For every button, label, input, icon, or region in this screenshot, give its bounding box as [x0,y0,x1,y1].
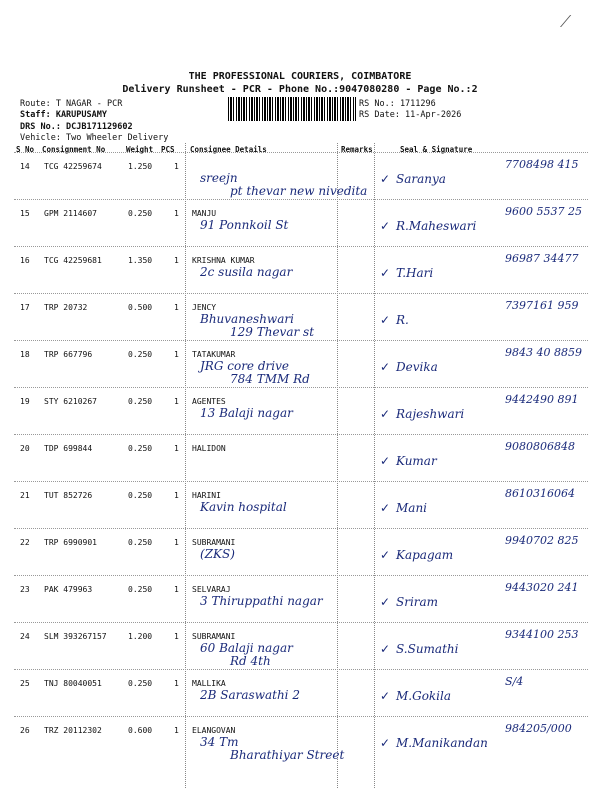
row-consignee: HALIDON [192,444,226,453]
row-weight: 0.250 [128,491,153,500]
row-address-handwritten: 34 Tm [200,735,239,749]
row-weight: 0.250 [128,350,153,359]
row-consignee: KRISHNA KUMAR [192,256,255,265]
row-consignment-no: TCG 42259681 [44,256,102,265]
row-phone: 8610316064 [505,487,575,500]
row-consignment-no: PAK 479963 [44,585,93,594]
row-consignee: AGENTES [192,397,226,406]
row-pcs: 1 [174,538,179,547]
checkmark-icon: ✓ [380,407,391,421]
row-pcs: 1 [174,444,179,453]
row-divider [14,669,588,670]
vehicle-label: Vehicle: Two Wheeler Delivery [20,133,169,143]
staff-label: Staff: KARUPUSAMY [20,110,107,120]
fold-mark-icon: ⟋ [560,12,572,31]
checkmark-icon: ✓ [380,313,391,327]
row-signature: Saranya [396,172,446,186]
checkmark-icon: ✓ [380,360,391,374]
row-signature: Mani [396,501,428,515]
row-divider [14,528,588,529]
row-divider [14,716,588,717]
company-title: THE PROFESSIONAL COURIERS, COIMBATORE [188,71,412,82]
row-sno: 18 [20,350,30,359]
row-signature: Kapagam [396,548,454,562]
row-pcs: 1 [174,491,179,500]
row-pcs: 1 [174,303,179,312]
row-weight: 1.350 [128,256,153,265]
row-address-handwritten: 3 Thiruppathi nagar [200,594,323,608]
row-address-handwritten: Bhuvaneshwari [200,312,294,326]
checkmark-icon: ✓ [380,172,391,186]
col-sno: S No [16,145,35,154]
row-signature: M.Manikandan [396,736,488,750]
col-pcs: PCS [161,145,175,154]
row-weight: 0.250 [128,397,153,406]
row-consignee: MANJU [192,209,217,218]
row-address-handwritten: 2B Saraswathi 2 [200,688,300,702]
route-label: Route: T NAGAR - PCR [20,99,123,109]
row-weight: 0.250 [128,444,153,453]
row-pcs: 1 [174,162,179,171]
row-pcs: 1 [174,726,179,735]
row-pcs: 1 [174,397,179,406]
row-consignment-no: TRZ 20112302 [44,726,102,735]
row-sno: 15 [20,209,30,218]
row-phone: 9600 5537 25 [505,205,582,218]
row-sno: 24 [20,632,30,641]
row-weight: 0.250 [128,209,153,218]
row-signature: S.Sumathi [396,642,459,656]
row-divider [14,575,588,576]
col-consignment: Consignment No [42,145,106,154]
row-consignee: ELANGOVAN [192,726,236,735]
col-divider [337,143,338,788]
row-sno: 16 [20,256,30,265]
row-address-handwritten: Kavin hospital [200,500,287,514]
col-remarks: Remarks [341,145,373,154]
row-sno: 14 [20,162,30,171]
row-sno: 22 [20,538,30,547]
row-weight: 1.250 [128,162,153,171]
row-weight: 1.200 [128,632,153,641]
row-divider [14,340,588,341]
row-pcs: 1 [174,585,179,594]
runsheet-title: Delivery Runsheet - PCR - Phone No.:9047080280 - Page No.:2 [122,84,478,95]
row-sno: 23 [20,585,30,594]
col-divider [185,143,186,788]
row-signature: Sriram [396,595,439,609]
row-consignee: SELVARAJ [192,585,231,594]
col-divider [374,143,375,788]
row-address-handwritten: (ZKS) [200,547,235,561]
row-phone: 9443020 241 [505,581,579,594]
row-signature: Kumar [396,454,437,468]
row-divider [14,481,588,482]
row-consignee: MALLIKA [192,679,226,688]
row-weight: 0.500 [128,303,153,312]
row-address-line2-handwritten: 784 TMM Rd [230,372,310,386]
row-consignment-no: SLM 393267157 [44,632,107,641]
row-phone: S/4 [505,675,524,688]
checkmark-icon: ✓ [380,219,391,233]
barcode [228,97,356,121]
row-phone: 7708498 415 [505,158,579,171]
row-divider [14,199,588,200]
row-phone: 9344100 253 [505,628,579,641]
col-weight: Weight [126,145,154,154]
row-weight: 0.250 [128,538,153,547]
row-address-handwritten: JRG core drive [200,359,289,373]
row-consignment-no: TRP 667796 [44,350,93,359]
col-consignee: Consignee Details [190,145,267,154]
row-consignment-no: TCG 42259674 [44,162,102,171]
row-pcs: 1 [174,632,179,641]
row-sno: 17 [20,303,30,312]
row-consignee: HARINI [192,491,221,500]
row-signature: Devika [396,360,438,374]
row-consignment-no: TUT 852726 [44,491,93,500]
drs-number: DRS No.: DCJB171129602 [20,122,133,132]
row-consignment-no: STY 6210267 [44,397,97,406]
checkmark-icon: ✓ [380,595,391,609]
row-phone: 9940702 825 [505,534,579,547]
row-consignee: JENCY [192,303,217,312]
row-phone: 9843 40 8859 [505,346,582,359]
checkmark-icon: ✓ [380,501,391,515]
row-consignee: SUBRAMANI [192,538,236,547]
row-address-line2-handwritten: pt thevar new nivedita [230,184,368,198]
row-weight: 0.250 [128,679,153,688]
row-sno: 21 [20,491,30,500]
row-phone: 984205/000 [505,722,572,735]
row-address-handwritten: 13 Balaji nagar [200,406,293,420]
checkmark-icon: ✓ [380,266,391,280]
row-phone: 9080806848 [505,440,575,453]
row-divider [14,246,588,247]
rs-number: RS No.: 1711296 [359,99,436,109]
checkmark-icon: ✓ [380,642,391,656]
row-consignee: SUBRAMANI [192,632,236,641]
row-weight: 0.600 [128,726,153,735]
row-sno: 26 [20,726,30,735]
checkmark-icon: ✓ [380,548,391,562]
row-sno: 20 [20,444,30,453]
row-address-handwritten: 91 Ponnkoil St [200,218,289,232]
row-signature: T.Hari [396,266,434,280]
row-consignment-no: TRP 20732 [44,303,88,312]
row-consignment-no: GPM 2114607 [44,209,97,218]
row-divider [14,434,588,435]
row-consignee: TATAKUMAR [192,350,236,359]
row-pcs: 1 [174,209,179,218]
row-divider [14,622,588,623]
row-address-line2-handwritten: 129 Thevar st [230,325,315,339]
row-signature: Rajeshwari [396,407,465,421]
row-address-handwritten: sreejn [200,171,238,185]
checkmark-icon: ✓ [380,736,391,750]
rs-date: RS Date: 11-Apr-2026 [359,110,462,120]
row-divider [14,152,588,153]
row-consignment-no: TNJ 80040051 [44,679,102,688]
row-signature: R.Maheswari [396,219,477,233]
row-weight: 0.250 [128,585,153,594]
row-address-handwritten: 2c susila nagar [200,265,293,279]
checkmark-icon: ✓ [380,454,391,468]
row-pcs: 1 [174,256,179,265]
row-divider [14,293,588,294]
row-phone: 96987 34477 [505,252,579,265]
row-address-line2-handwritten: Rd 4th [230,654,271,668]
row-pcs: 1 [174,679,179,688]
row-pcs: 1 [174,350,179,359]
row-phone: 7397161 959 [505,299,579,312]
row-consignment-no: TDP 699844 [44,444,93,453]
row-sno: 25 [20,679,30,688]
row-divider [14,387,588,388]
row-phone: 9442490 891 [505,393,579,406]
row-signature: R. [396,313,409,327]
row-consignment-no: TRP 6990901 [44,538,97,547]
row-signature: M.Gokila [396,689,452,703]
col-seal-signature: Seal & Signature [400,145,473,154]
row-sno: 19 [20,397,30,406]
checkmark-icon: ✓ [380,689,391,703]
row-address-line2-handwritten: Bharathiyar Street [230,748,345,762]
row-address-handwritten: 60 Balaji nagar [200,641,293,655]
